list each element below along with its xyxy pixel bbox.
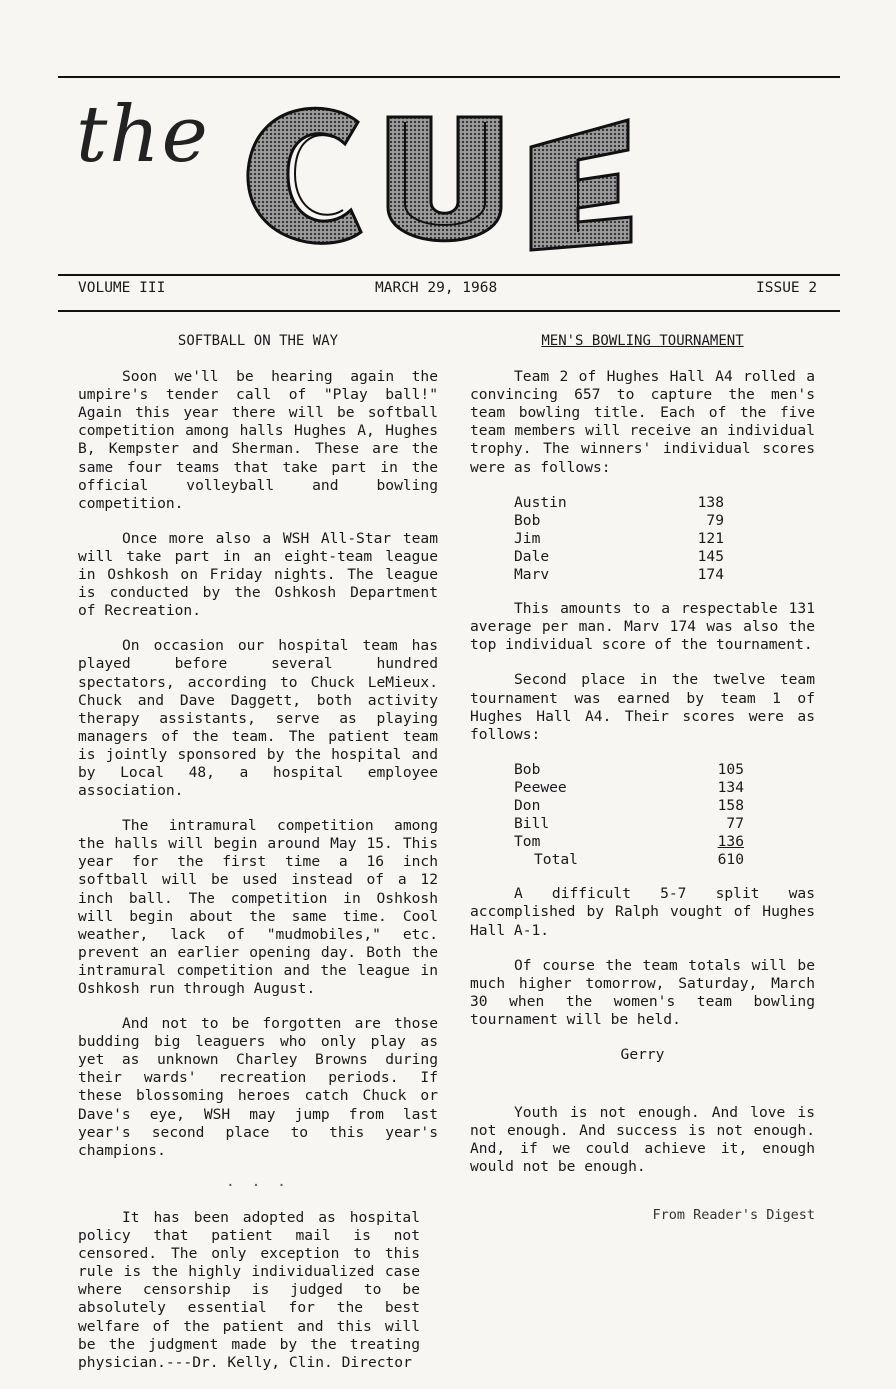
header-rule-bottom (58, 310, 840, 312)
softball-paragraph-4: The intramural competition among the halls will begin around May 15. This year for the first time a 16 inch softball will be used instead of a 12 inch ball. The competition in Oshkosh will begin about the same time. Cool weather, lack of "mudmobiles," etc. prevent an earlier opening day. Both the intramural competition and the league in Oshkosh run through August. (78, 817, 438, 997)
masthead-the: the (76, 90, 210, 180)
header-rule-top (58, 274, 840, 276)
table-row (514, 761, 744, 779)
softball-paragraph-5: And not to be forgotten are those budding big leaguers who only play as yet as unknown Charley Browns during their wards' recreation periods. If these blossoming heroes catch Chuck or Dave's eye, WSH may jump from last year's second place to this year's champions. (78, 1015, 438, 1159)
player-name: Bill (514, 815, 550, 833)
section-separator: · · · (226, 1176, 290, 1194)
table-row (514, 512, 724, 530)
masthead-cue-logo (233, 92, 753, 262)
volume-label: VOLUME III (78, 280, 166, 296)
bowling-paragraph-3: Second place in the twelve team tournament was earned by team 1 of Hughes Hall A4. Their scores were as follows: (470, 671, 815, 743)
table-row (514, 797, 744, 815)
table-row (514, 566, 724, 584)
bowling-paragraph-4: A difficult 5-7 split was accomplished by Ralph vought of Hughes Hall A-1. (470, 885, 815, 939)
player-name: Don (514, 796, 541, 814)
table-row (514, 815, 744, 833)
table-row (514, 548, 724, 566)
player-score: 138 (697, 493, 724, 511)
total-value: 610 (717, 851, 744, 869)
left-column (78, 332, 438, 1389)
mail-policy-paragraph: It has been adopted as hospital policy that patient mail is not censored. The only exception to this rule is the highly individualized case where censorship is judged to be absolutely essential for the best welfare of the patient and this will be the judgment made by the treating physician.---Dr. Kelly, Clin. Director (78, 1208, 420, 1371)
player-score: 105 (717, 760, 744, 778)
player-name: Austin (514, 493, 567, 511)
player-score: 136 (717, 833, 744, 851)
player-score: 145 (697, 547, 724, 565)
table-row (514, 779, 744, 797)
player-name: Bob (514, 511, 541, 529)
softball-paragraph-3: On occasion our hospital team has played before several hundred spectators, according to Chuck LeMieux. Chuck and Dave Daggett, both activity therapy assistants, serve as playing managers of the team. The patient team is jointly sponsored by the hospital and by Local 48, a hospital employee association. (78, 637, 438, 800)
issue-number: ISSUE 2 (756, 280, 818, 296)
right-column (470, 332, 815, 1225)
top-rule (58, 76, 840, 78)
table-row (514, 833, 744, 851)
winners-scores-table (514, 494, 724, 584)
table-row (514, 530, 724, 548)
player-score: 134 (717, 778, 744, 796)
softball-heading: SOFTBALL ON THE WAY (177, 333, 339, 349)
bowling-paragraph-1: Team 2 of Hughes Hall A4 rolled a convincing 657 to capture the men's team bowling title. Each of the five team members will receive an individual trophy. The winners' individual scores were as follows: (470, 368, 815, 476)
second-place-scores-table (514, 761, 744, 870)
bowling-paragraph-5: Of course the team totals will be much higher tomorrow, Saturday, March 30 when the women's team bowling tournament will be held. (470, 956, 815, 1028)
player-name: Marv (514, 566, 550, 584)
bowling-paragraph-2: This amounts to a respectable 131 average per man. Marv 174 was also the top individual score of the tournament. (470, 600, 815, 654)
player-score: 174 (697, 566, 724, 584)
author-signature: Gerry (620, 1046, 665, 1063)
player-name: Dale (514, 547, 550, 565)
masthead (58, 80, 840, 275)
player-score: 121 (697, 529, 724, 547)
player-score: 158 (717, 796, 744, 814)
quote-credit: From Reader's Digest (652, 1207, 815, 1224)
bowling-heading: MEN'S BOWLING TOURNAMENT (541, 333, 744, 349)
issue-date: MARCH 29, 1968 (375, 280, 498, 296)
player-name: Jim (514, 529, 541, 547)
softball-paragraph-2: Once more also a WSH All-Star team will take part in an eight-team league in Oshkosh on Friday nights. The league is conducted by the Oshkosh Department of Recreation. (78, 529, 438, 620)
total-row (514, 851, 744, 869)
total-label: Total (534, 851, 578, 869)
player-name: Tom (514, 833, 541, 851)
player-name: Peewee (514, 778, 567, 796)
player-name: Bob (514, 760, 541, 778)
player-score: 77 (726, 815, 744, 833)
table-row (514, 494, 724, 512)
softball-paragraph-1: Soon we'll be hearing again the umpire's tender call of "Play ball!" Again this year there will be softball competition among halls Hughes A, Hughes B, Kempster and Sherman. These are the same four teams that take part in the official volleyball and bowling competition. (78, 368, 438, 512)
quote-paragraph: Youth is not enough. And love is not enough. And success is not enough. And, if we could achieve it, enough would not be enough. (470, 1104, 815, 1176)
player-score: 79 (706, 511, 724, 529)
